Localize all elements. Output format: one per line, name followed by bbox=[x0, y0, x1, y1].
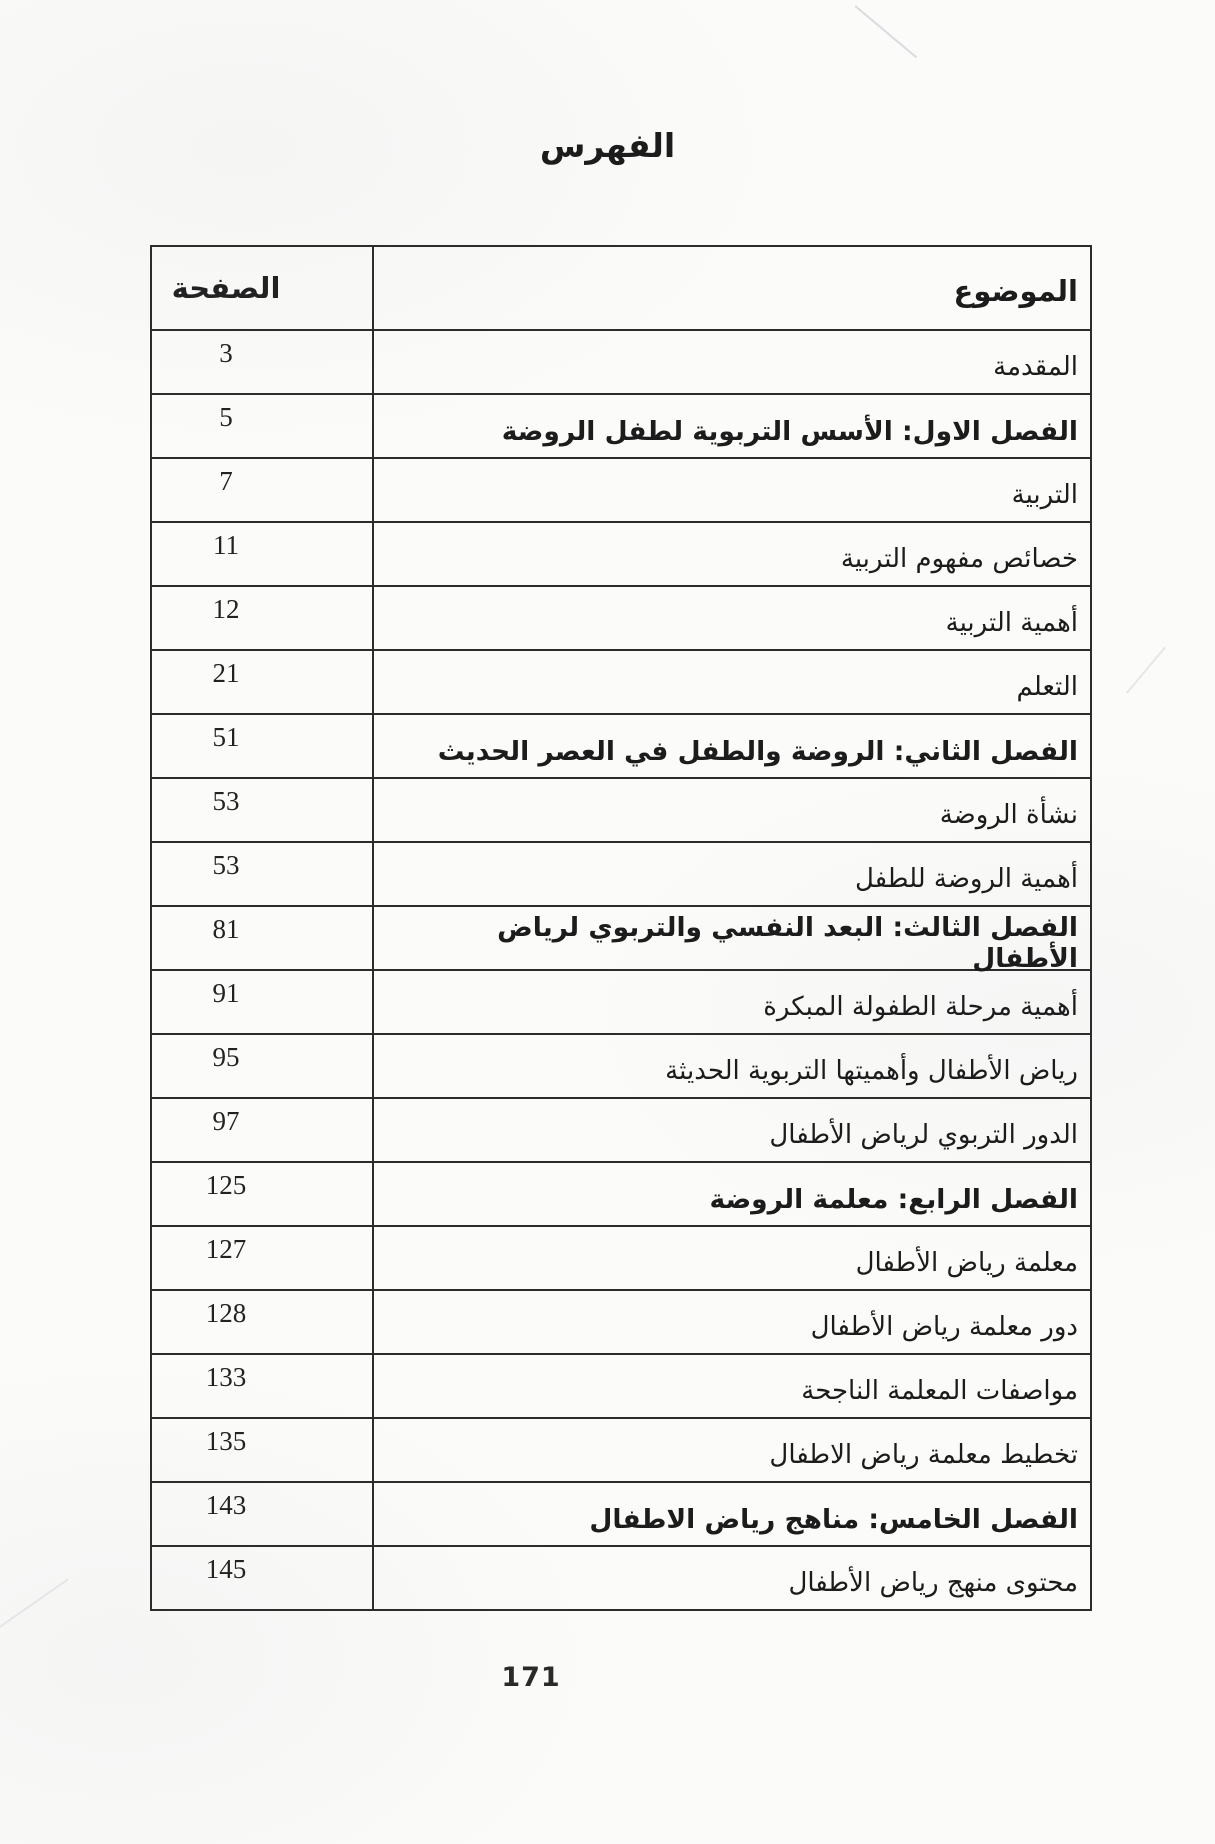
scan-crease-bottom-left bbox=[0, 1579, 68, 1632]
page-number-cell: 5 bbox=[152, 395, 374, 457]
table-row bbox=[152, 329, 1090, 393]
table-row bbox=[152, 1033, 1090, 1097]
table-row bbox=[152, 1097, 1090, 1161]
subject-cell: الفصل الثاني: الروضة والطفل في العصر الحديث bbox=[437, 735, 1078, 767]
subject-cell: التعلم bbox=[1016, 672, 1078, 702]
table-row bbox=[152, 457, 1090, 521]
subject-cell: الفصل الاول: الأسس التربوية لطفل الروضة bbox=[501, 415, 1078, 447]
table-row bbox=[152, 585, 1090, 649]
subject-cell: أهمية مرحلة الطفولة المبكرة bbox=[763, 992, 1078, 1022]
subject-cell: الفصل الثالث: البعد النفسي والتربوي لرياض الأطفال bbox=[497, 912, 1078, 974]
subject-cell: محتوى منهج رياض الأطفال bbox=[788, 1568, 1078, 1598]
subject-cell: مواصفات المعلمة الناجحة bbox=[801, 1376, 1078, 1406]
subject-cell: أهمية الروضة للطفل bbox=[854, 864, 1078, 894]
table-row bbox=[152, 521, 1090, 585]
page-number-cell: 81 bbox=[152, 907, 374, 969]
subject-cell: معلمة رياض الأطفال bbox=[855, 1248, 1078, 1278]
page-title: الفهرس bbox=[539, 126, 676, 165]
table-row bbox=[152, 393, 1090, 457]
table-row bbox=[152, 841, 1090, 905]
subject-cell: خصائص مفهوم التربية bbox=[840, 544, 1078, 574]
subject-cell: الفصل الرابع: معلمة الروضة bbox=[709, 1183, 1078, 1215]
page-number-cell: 12 bbox=[152, 587, 374, 649]
page-number-cell: 53 bbox=[152, 843, 374, 905]
table-row bbox=[152, 713, 1090, 777]
page-number-cell: 91 bbox=[152, 971, 374, 1033]
page-number-cell: 135 bbox=[152, 1419, 374, 1481]
subject-cell: تخطيط معلمة رياض الاطفال bbox=[769, 1440, 1078, 1470]
subject-cell: المقدمة bbox=[993, 352, 1078, 382]
column-header-subject: الموضوع bbox=[953, 274, 1078, 308]
table-row bbox=[152, 1353, 1090, 1417]
table-row bbox=[152, 1545, 1090, 1609]
page-number-cell: 11 bbox=[152, 523, 374, 585]
page-number-cell: 21 bbox=[152, 651, 374, 713]
table-header-row bbox=[152, 247, 1090, 329]
scan-crease-top-right bbox=[855, 6, 917, 59]
page-number: 171 bbox=[501, 1662, 561, 1693]
page-number-cell: 95 bbox=[152, 1035, 374, 1097]
subject-cell: الفصل الخامس: مناهج رياض الاطفال bbox=[589, 1503, 1078, 1535]
page-number-cell: 7 bbox=[152, 459, 374, 521]
subject-cell: التربية bbox=[1011, 480, 1078, 510]
subject-cell: الدور التربوي لرياض الأطفال bbox=[769, 1120, 1078, 1150]
table-row bbox=[152, 905, 1090, 974]
page-number-cell: 133 bbox=[152, 1355, 374, 1417]
scan-crease-right bbox=[1126, 647, 1166, 694]
table-row bbox=[152, 1481, 1090, 1545]
table-row bbox=[152, 649, 1090, 713]
subject-cell: رياض الأطفال وأهميتها التربوية الحديثة bbox=[665, 1056, 1078, 1086]
page-number-cell: 125 bbox=[152, 1163, 374, 1225]
column-header-page: الصفحة bbox=[152, 247, 374, 329]
table-row bbox=[152, 1289, 1090, 1353]
table-row bbox=[152, 1417, 1090, 1481]
page-number-cell: 145 bbox=[152, 1547, 374, 1609]
subject-cell: أهمية التربية bbox=[945, 608, 1078, 638]
table-row bbox=[152, 1225, 1090, 1289]
subject-cell: نشأة الروضة bbox=[939, 800, 1078, 830]
page-number-cell: 53 bbox=[152, 779, 374, 841]
page-number-cell: 3 bbox=[152, 331, 374, 393]
page-number-cell: 143 bbox=[152, 1483, 374, 1545]
toc-table bbox=[150, 245, 1092, 1611]
table-row bbox=[152, 1161, 1090, 1225]
subject-cell: دور معلمة رياض الأطفال bbox=[810, 1312, 1078, 1342]
table-body bbox=[152, 329, 1090, 1609]
page-number-cell: 51 bbox=[152, 715, 374, 777]
table-row bbox=[152, 969, 1090, 1033]
page-number-cell: 97 bbox=[152, 1099, 374, 1161]
page-number-cell: 127 bbox=[152, 1227, 374, 1289]
table-row bbox=[152, 777, 1090, 841]
page-number-cell: 128 bbox=[152, 1291, 374, 1353]
